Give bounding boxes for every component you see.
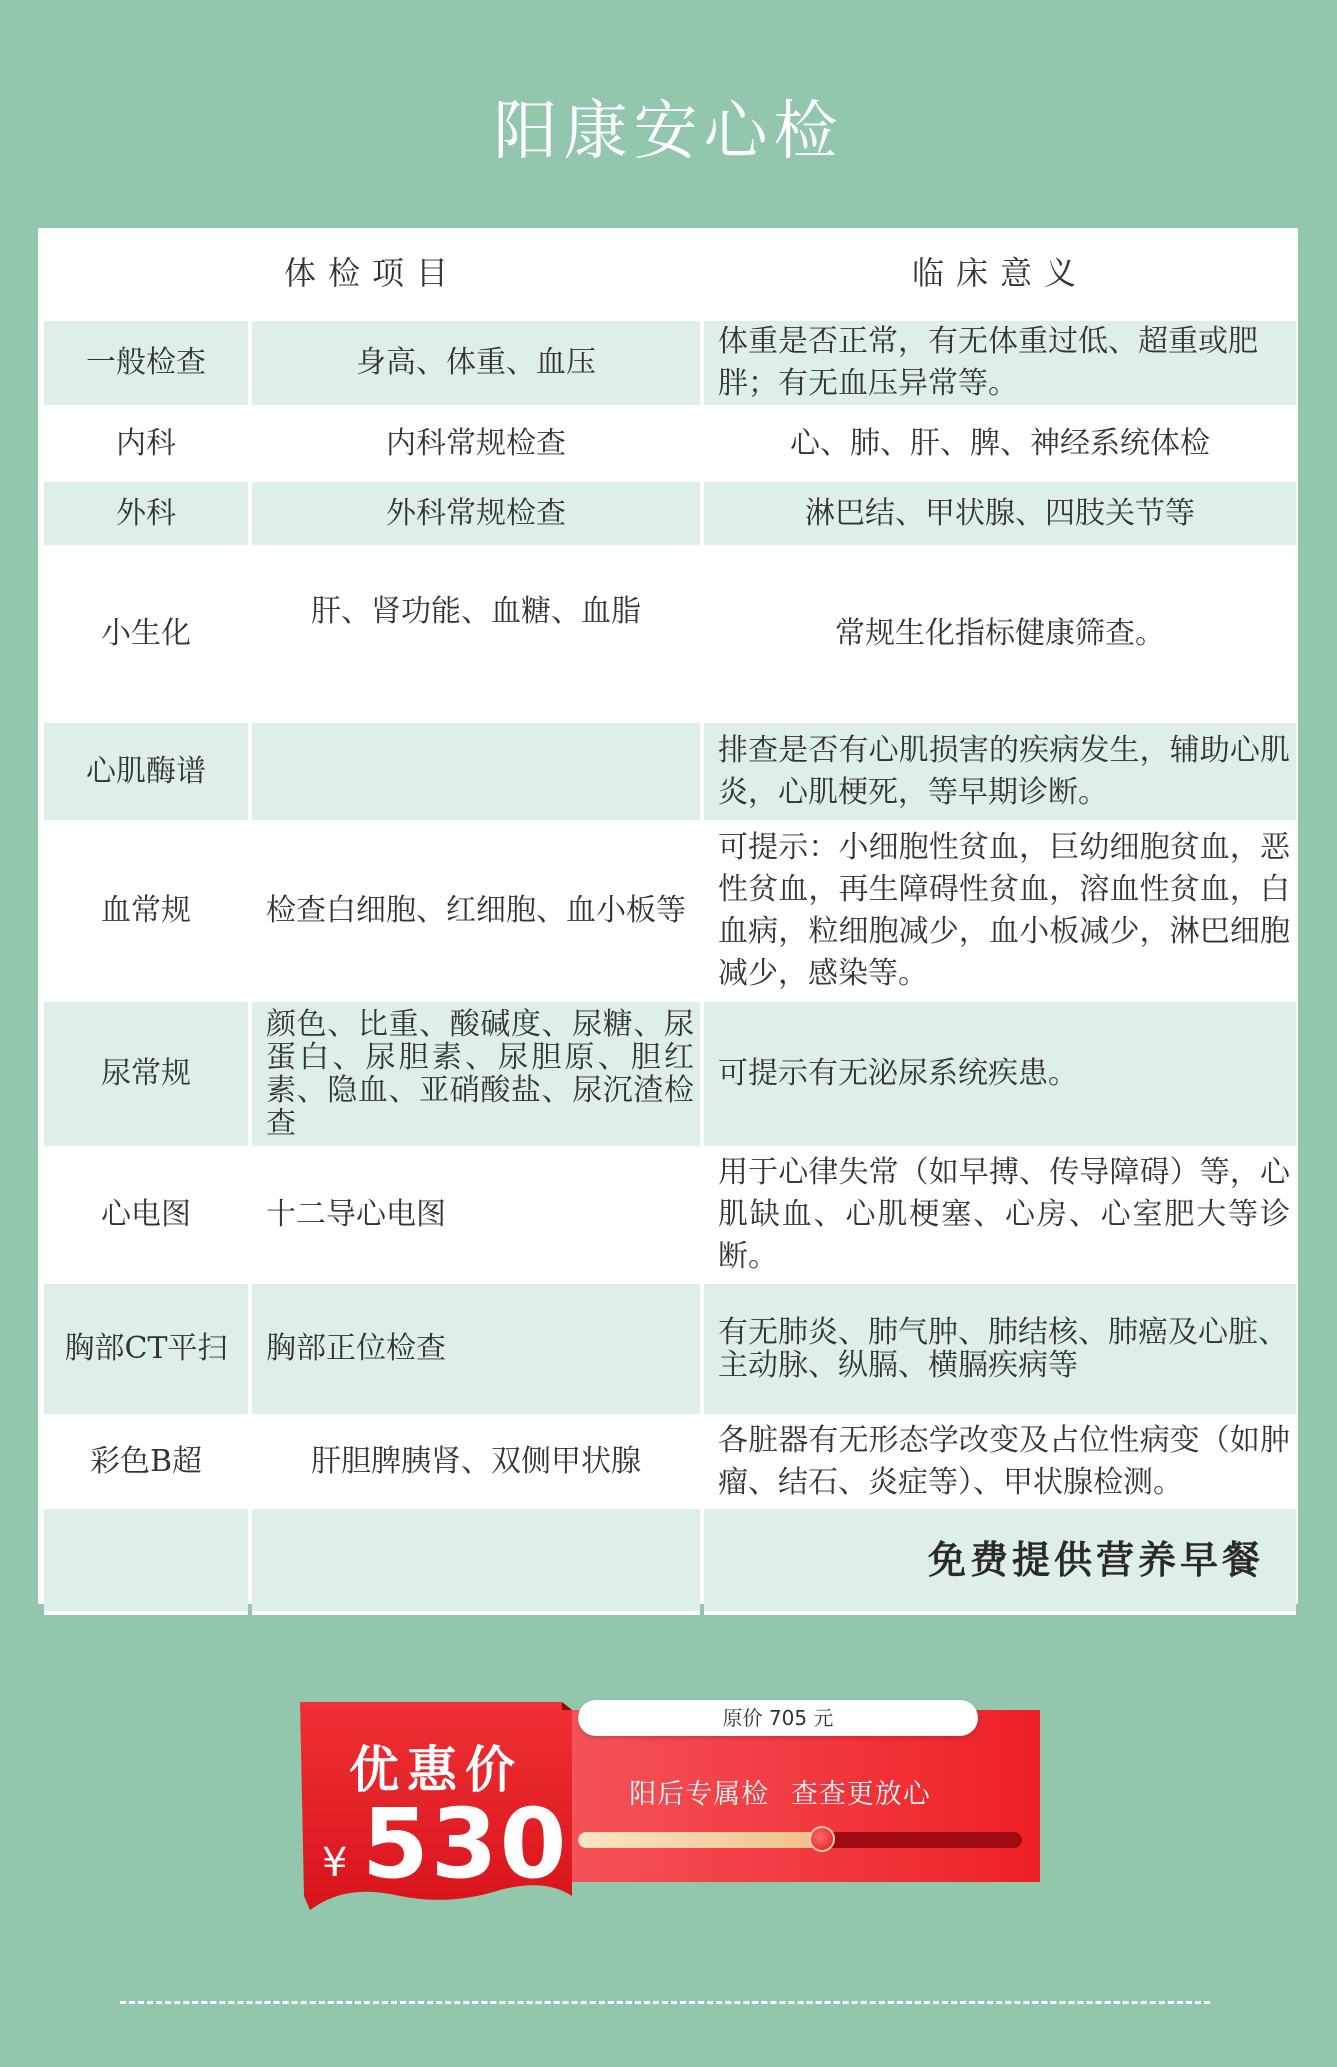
row-name: 血常规 [44,824,248,1002]
dashed-divider [120,2001,1210,2004]
row-items: 检查白细胞、红细胞、血小板等 [252,824,700,1002]
progress-bar [578,1832,1022,1848]
discount-label: 优惠价 [349,1741,523,1799]
row-meaning: 常规生化指标健康筛查。 [704,549,1296,723]
row-meaning: 有无肺炎、肺气肿、肺结核、肺癌及心脏、主动脉、纵膈、横膈疾病等 [704,1284,1296,1418]
price-tag [300,1700,572,1914]
checkup-table [38,228,1298,1604]
row-name: 心肌酶谱 [44,723,248,824]
table-row [44,1418,1296,1509]
discount-price: 530 [362,1788,569,1900]
row-meaning: 心、肺、肝、脾、神经系统体检 [704,409,1296,482]
table-row [44,409,1296,482]
row-meaning: 用于心律失常（如早搏、传导障碍）等，心肌缺血、心肌梗塞、心房、心室肥大等诊断。 [704,1150,1296,1284]
row-name: 尿常规 [44,1002,248,1150]
row-name: 内科 [44,409,248,482]
table-row [44,1150,1296,1284]
row-name: 胸部CT平扫 [44,1284,248,1418]
page-title: 阳康安心检 [493,95,844,169]
row-items: 肝、肾功能、血糖、血脂 [252,549,700,723]
promo-slogan: 阳后专属检 查查更放心 [629,1779,931,1810]
row-items: 十二导心电图 [252,1150,700,1284]
row-items: 身高、体重、血压 [252,321,700,409]
row-name: 心电图 [44,1150,248,1284]
row-meaning: 淋巴结、甲状腺、四肢关节等 [704,482,1296,549]
row-items: 外科常规检查 [252,482,700,549]
row-meaning: 体重是否正常，有无体重过低、超重或肥胖；有无血压异常等。 [704,321,1296,409]
row-meaning: 可提示：小细胞性贫血，巨幼细胞贫血，恶性贫血，再生障碍性贫血，溶血性贫血，白血病，粒细胞减少，血小板减少，淋巴细胞减少，感染等。 [704,824,1296,1002]
table-row [44,1284,1296,1418]
row-items: 内科常规检查 [252,409,700,482]
price-banner [300,1700,1040,1900]
header-meaning: 临床意义 [704,228,1296,321]
table-row [44,482,1296,549]
row-name: 一般检查 [44,321,248,409]
table-row [44,824,1296,1002]
row-items [252,723,700,824]
table-row [44,723,1296,824]
footer-empty-2 [252,1509,700,1615]
original-price: 原价 705 元 [578,1700,978,1736]
currency-symbol: ¥ [322,1840,348,1886]
table-row [44,549,1296,723]
row-name: 小生化 [44,549,248,723]
header-items: 体检项目 [44,228,700,321]
row-items: 胸部正位检查 [252,1284,700,1418]
progress-fill [578,1832,822,1848]
table-footer-row [44,1509,1296,1615]
free-breakfast-note: 免费提供营养早餐 [704,1509,1296,1615]
row-items: 颜色、比重、酸碱度、尿糖、尿蛋白、尿胆素、尿胆原、胆红素、隐血、亚硝酸盐、尿沉渣检查 [252,1002,700,1150]
footer-empty-1 [44,1509,248,1615]
row-name: 彩色B超 [44,1418,248,1509]
row-meaning: 各脏器有无形态学改变及占位性病变（如肿瘤、结石、炎症等）、甲状腺检测。 [704,1418,1296,1509]
table-row [44,1002,1296,1150]
table-row [44,321,1296,409]
progress-knob [809,1826,835,1852]
row-name: 外科 [44,482,248,549]
row-meaning: 可提示有无泌尿系统疾患。 [704,1002,1296,1150]
row-meaning: 排查是否有心肌损害的疾病发生，辅助心肌炎，心肌梗死，等早期诊断。 [704,723,1296,824]
table-header-row [44,228,1296,321]
row-items: 肝胆脾胰肾、双侧甲状腺 [252,1418,700,1509]
